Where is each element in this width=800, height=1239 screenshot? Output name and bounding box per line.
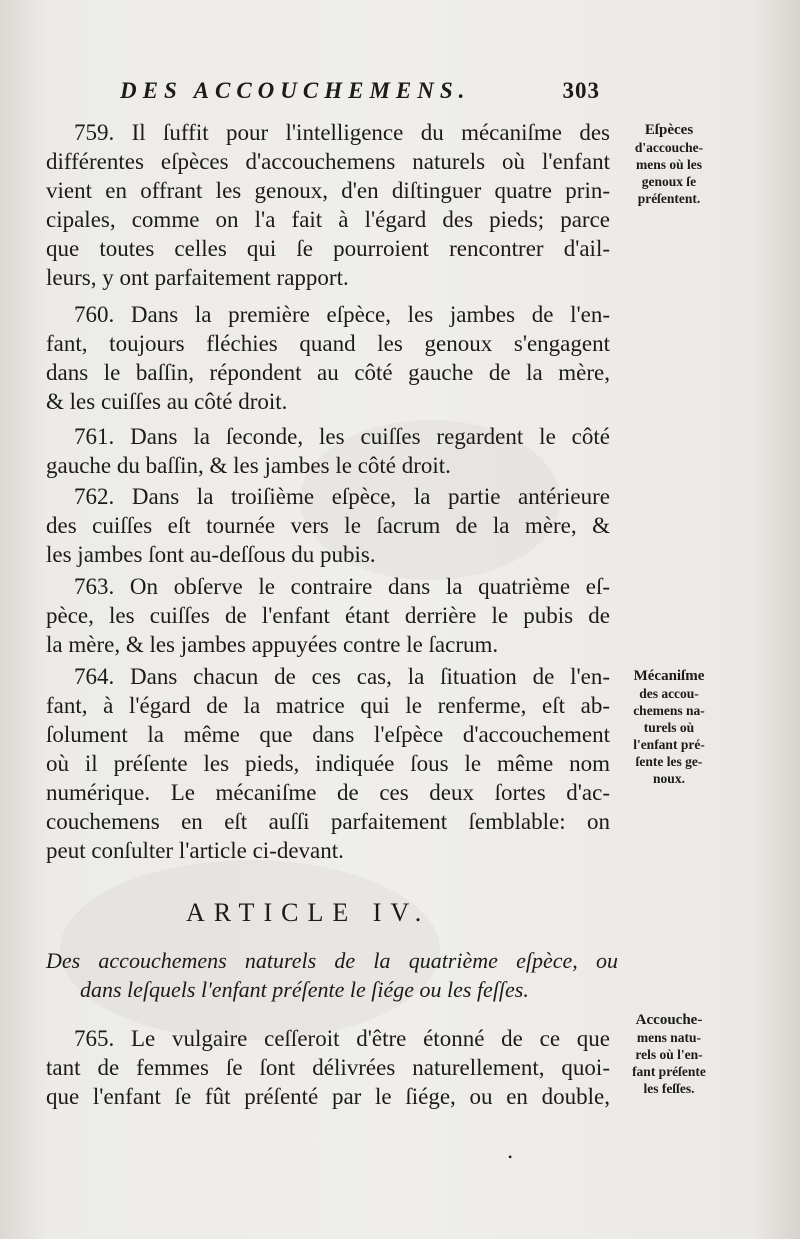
text-line: gauche du baſſin, & les jambes le côté droit. <box>46 453 451 478</box>
paragraph-762 <box>46 482 610 569</box>
margin-line: les feſſes. <box>643 1081 695 1096</box>
paragraph-765 <box>46 1024 610 1111</box>
paragraph-763 <box>46 572 610 659</box>
text-line: pèce, les cuiſſes de l'enfant étant derrière le pubis de <box>46 603 610 628</box>
text-line: cipales, comme on l'a fait à l'égard des pieds; parce <box>46 207 610 232</box>
text-line: 763. On obſerve le contraire dans la quatrième eſ- <box>74 574 610 599</box>
margin-line: Mécaniſme <box>633 668 705 684</box>
subtitle-line: Des accouchemens naturels de la quatrième eſpèce, ou <box>46 948 618 973</box>
text-line: 760. Dans la première eſpèce, les jambes de l'en- <box>74 302 610 327</box>
margin-note-mecanisme <box>616 668 722 787</box>
text-line: tant de femmes ſe ſont délivrées naturellement, quoi- <box>46 1055 610 1080</box>
text-line: où il préſente les pieds, indiquée ſous le même nom <box>46 751 610 776</box>
paragraph-761 <box>46 422 610 480</box>
margin-line: préſentent. <box>637 191 701 206</box>
subtitle-line: dans leſquels l'enfant préſente le ſiége ou les feſſes. <box>80 977 529 1002</box>
margin-line: mens natu- <box>636 1030 702 1045</box>
text-line: 759. Il ſuffit pour l'intelligence du mécaniſme des <box>74 120 610 145</box>
text-line: que toutes celles qui ſe pourroient rencontrer d'ail- <box>46 236 610 261</box>
margin-line: fant préſente <box>632 1064 706 1079</box>
text-line: couchemens en eſt auſſi parfaitement ſemblable: on <box>46 809 610 834</box>
text-line: que l'enfant ſe fût préſenté par le ſiége, ou en double, <box>46 1084 610 1109</box>
text-line: numérique. Le mécaniſme de ces deux ſortes d'ac- <box>46 780 610 805</box>
margin-line: noux. <box>653 771 685 786</box>
margin-line: d'accouche- <box>634 140 704 155</box>
text-line: peut conſulter l'article ci-devant. <box>46 838 344 863</box>
text-line: 764. Dans chacun de ces cas, la ſituation de l'en- <box>74 664 610 689</box>
margin-line: l'enfant pré- <box>633 737 705 752</box>
text-line: vient en offrant les genoux, d'en diſtinguer quatre prin- <box>46 178 610 203</box>
margin-note-accouchemens <box>616 1012 722 1097</box>
running-header <box>120 78 600 104</box>
text-line: dans le baſſin, répondent au côté gauche de la mère, <box>46 360 610 385</box>
text-line: la mère, & les jambes appuyées contre le ſacrum. <box>46 632 499 657</box>
text-line: ſolument la même que dans l'eſpèce d'accouchement <box>46 722 610 747</box>
paragraph-760 <box>46 300 610 416</box>
margin-line: Accouche- <box>635 1012 703 1028</box>
page-number: 303 <box>562 78 600 103</box>
margin-line: chemens na- <box>633 703 705 718</box>
running-title: DES ACCOUCHEMENS. <box>120 78 471 103</box>
margin-line: Eſpèces <box>644 122 694 138</box>
margin-line: mens où les <box>635 157 702 172</box>
paragraph-764 <box>46 662 610 865</box>
margin-line: ſente les ge- <box>635 754 703 769</box>
text-line: des cuiſſes eſt tournée vers le ſacrum de la mère, & <box>46 513 610 538</box>
text-line: fant, toujours fléchies quand les genoux s'engagent <box>46 331 610 356</box>
margin-line: rels où l'en- <box>635 1047 703 1062</box>
text-line: & les cuiſſes au côté droit. <box>46 389 288 414</box>
text-line: 761. Dans la ſeconde, les cuiſſes regardent le côté <box>74 424 610 449</box>
text-line: 762. Dans la troiſième eſpèce, la partie antérieure <box>74 484 610 509</box>
margin-line: genoux ſe <box>641 174 697 189</box>
article-subtitle <box>46 946 618 1004</box>
margin-line: turels où <box>643 720 695 735</box>
ornament-dot: • <box>508 1150 513 1164</box>
article-heading: ARTICLE IV. <box>186 898 431 927</box>
text-line: 765. Le vulgaire ceſſeroit d'être étonné de ce que <box>74 1026 610 1051</box>
text-line: différentes eſpèces d'accouchemens naturels où l'enfant <box>46 149 610 174</box>
text-line: leurs, y ont parfaitement rapport. <box>46 265 349 290</box>
paragraph-759 <box>46 118 610 292</box>
margin-note-especes <box>616 122 722 207</box>
text-line: les jambes ſont au-deſſous du pubis. <box>46 542 376 567</box>
text-line: fant, à l'égard de la matrice qui le renferme, eſt ab- <box>46 693 610 718</box>
margin-line: des accou- <box>639 686 699 701</box>
